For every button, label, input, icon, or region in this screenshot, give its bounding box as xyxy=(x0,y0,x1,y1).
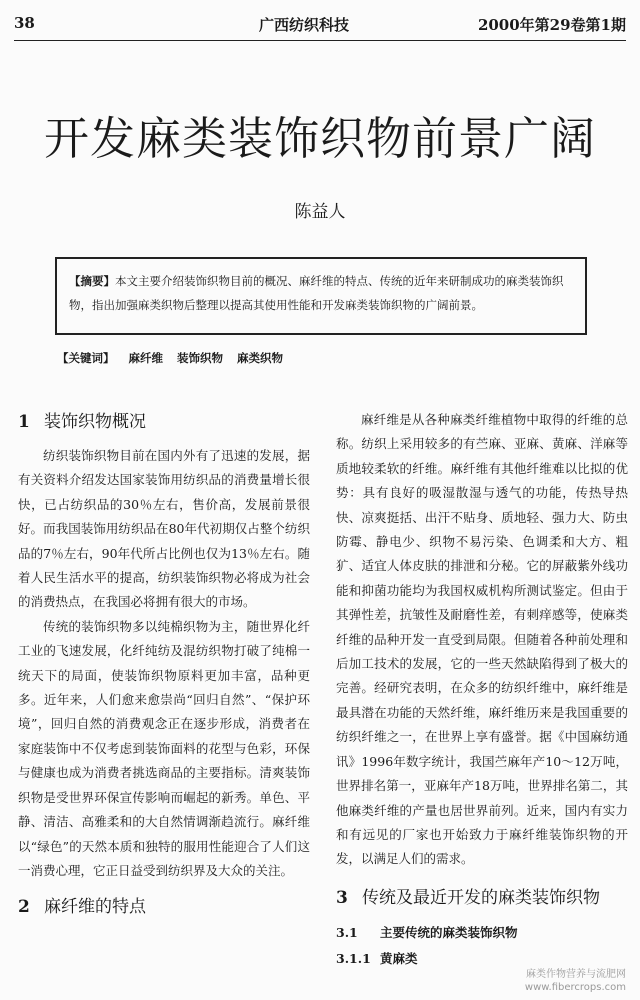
subsection-title: 黄麻类 xyxy=(380,950,418,966)
section-title: 麻纤维的特点 xyxy=(44,897,146,918)
section-heading xyxy=(18,893,310,929)
journal-name: 广西纺织科技 xyxy=(259,16,350,34)
watermark-url: www.fibercrops.com xyxy=(524,982,626,993)
keyword-item: 麻类织物 xyxy=(237,351,284,365)
keyword-item: 麻纤维 xyxy=(128,351,164,365)
running-header xyxy=(14,14,626,38)
subsection-title: 主要传统的麻类装饰织物 xyxy=(380,924,518,940)
subsection-heading xyxy=(336,920,628,946)
keywords xyxy=(57,350,293,366)
abstract-label: 【摘要】 xyxy=(69,274,115,288)
author-name: 陈益人 xyxy=(294,202,346,222)
keyword-item: 装饰织物 xyxy=(177,351,224,365)
abstract-box xyxy=(55,257,587,335)
subsection-number: 3.1.1 xyxy=(336,950,371,966)
body-paragraph: 麻纤维是从各种麻类纤维植物中取得的纤维的总称。纺织上采用较多的有苎麻、亚麻、黄麻、洋麻等质地较柔软的纤维。麻纤维有其他纤维难以比拟的优势：具有良好的吸湿散湿与透气的功能，传热导热快、凉爽挺括、出汗不贴身、质地轻、强力大、防虫防霉、静电少、织物不易污染、色调柔和大方、粗犷、适宜人体皮肤的排泄和分秘。它的屏蔽紫外线功能和抑菌功能均为我国权威机构所测试鉴定。但由于其弹性差，抗皱性及耐磨性差，有刺痒感等，使麻类纤维的品种开发一直受到局限。但随着各种前处理和后加工技术的发展，它的一些天然缺陷得到了极大的完善。经研究表明，在众多的纺织纤维中，麻纤维是最具潜在功能的天然纤维，麻纤维历来是我国重要的纺织纤维之一，在世界上享有盛誉。据《中国麻纺通讯》1996年数字统计，我国苎麻年产10～12万吨，世界排名第一，亚麻年产18万吨，世界排名第二，其他麻类纤维的产量也居世界前列。近来，国内有实力和有远见的厂家也开始致力于麻纤维装饰织物的开发，以满足人们的需求。 xyxy=(336,412,628,867)
section-number: 3 xyxy=(336,887,348,908)
watermark-line: 麻类作物营养与流肥网 xyxy=(526,969,626,980)
body-paragraph: 纺织装饰织物目前在国内外有了迅速的发展，据有关资料介绍发达国家装饰用纺织品的消费量增长很快，已占纺织品的30％左右，售价高，发展前景很好。而我国装饰用纺织品在80年代初期仅占整个纺织品的7％左右，90年代所占比例也仅为13％左右。随着人民生活水平的提高，纺织装饰织物必将成为社会的消费热点，在我国必将拥有很大的市场。 xyxy=(18,448,310,610)
section-number: 2 xyxy=(18,897,30,918)
subsection-number: 3.1 xyxy=(336,924,358,940)
site-watermark xyxy=(525,968,626,994)
section-heading xyxy=(18,408,310,444)
keywords-label: 【关键词】 xyxy=(57,351,115,365)
left-column xyxy=(18,408,310,929)
abstract-text: 本文主要介绍装饰织物目前的概况、麻纤维的特点、传统的近年来研制成功的麻类装饰织物，指出加强麻类织物后整理以提高其使用性能和开发麻类装饰织物的广阔前景。 xyxy=(69,274,564,312)
page-number: 38 xyxy=(14,14,35,32)
section-title: 装饰织物概况 xyxy=(44,412,146,432)
section-number: 1 xyxy=(18,412,30,432)
right-column xyxy=(336,408,628,972)
section-heading xyxy=(336,884,628,920)
issue-info: 2000年第29卷第1期 xyxy=(477,16,626,34)
body-paragraph: 传统的装饰织物多以纯棉织物为主，随世界化纤工业的飞速发展，化纤纯纺及混纺织物打破了纯棉一统天下的局面，使装饰织物原料更加丰富，品种更多。近年来，人们愈来愈崇尚“回归自然”、“保护环境”，回归自然的消费观念正在逐步形成，消费者在家庭装饰中不仅考虑到装饰面料的花型与色彩，环保与健康也成为消费者挑选商品的主要指标。清爽装饰织物是受世界环保宣传影响而崛起的新秀。单色、平静、清洁、高雅柔和的大自然情调渐趋流行。麻纤维以“绿色”的天然本质和独特的服用性能迎合了人们这一消费心理，它正日益受到纺织界及大众的关注。 xyxy=(18,618,310,878)
header-rule xyxy=(14,40,626,41)
article-title: 开发麻类装饰织物前景广阔 xyxy=(43,112,596,165)
section-title: 传统及最近开发的麻类装饰织物 xyxy=(362,887,600,908)
